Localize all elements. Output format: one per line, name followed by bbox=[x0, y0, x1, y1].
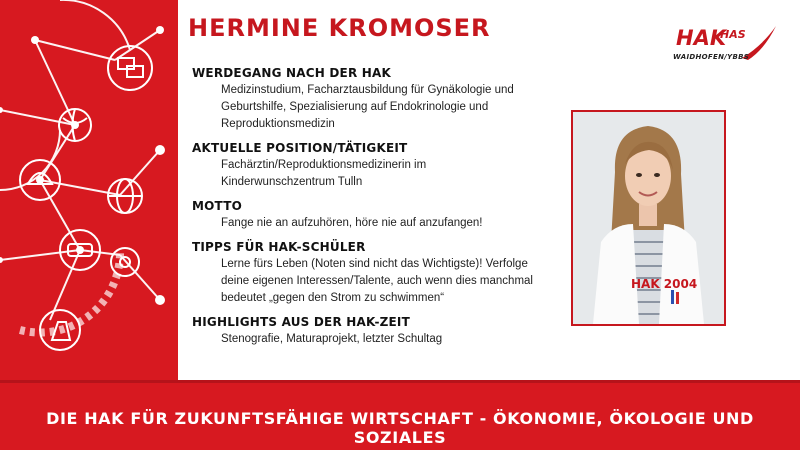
footer-banner bbox=[0, 380, 800, 450]
section-body bbox=[221, 331, 562, 348]
section-line: Reproduktionsmedizin bbox=[221, 118, 335, 130]
photo-caption: HAK 2004 bbox=[631, 277, 698, 291]
portrait-illustration bbox=[573, 112, 724, 324]
section-line: bedeutet „gegen den Strom zu schwimmen“ bbox=[221, 292, 445, 304]
section-line: Geburtshilfe, Spezialisierung auf Endokrinologie und bbox=[221, 101, 489, 113]
section-tips bbox=[192, 240, 562, 307]
section-heading: MOTTO bbox=[192, 199, 242, 213]
section-motto bbox=[192, 199, 562, 232]
section-line: Fachärztin/Reproduktionsmedizinerin im bbox=[221, 159, 427, 171]
page-title: HERMINE KROMOSER bbox=[188, 14, 491, 42]
section-body bbox=[221, 157, 562, 191]
logo-subtitle: WAIDHOFEN/YBBS bbox=[673, 53, 750, 61]
globe-icon bbox=[108, 179, 142, 213]
section-body bbox=[221, 82, 562, 133]
logo-superscript: HAS bbox=[720, 28, 746, 41]
section-line: Kinderwunschzentrum Tulln bbox=[221, 176, 363, 188]
footer-slogan: DIE HAK FÜR ZUKUNFTSFÄHIGE WIRTSCHAFT - ÖKONOMIE, ÖKOLOGIE UND SOZIALES bbox=[46, 409, 754, 447]
section-heading: HIGHLIGHTS AUS DER HAK-ZEIT bbox=[192, 315, 410, 329]
section-heading: AKTUELLE POSITION/TÄTIGKEIT bbox=[192, 141, 408, 155]
logo-main-text: HAK bbox=[676, 26, 727, 50]
section-heading: TIPPS FÜR HAK-SCHÜLER bbox=[192, 240, 366, 254]
section-position bbox=[192, 141, 562, 191]
section-highlights bbox=[192, 315, 562, 348]
profile-content bbox=[192, 66, 562, 356]
section-line: Lerne fürs Leben (Noten sind nicht das Wichtigste)! Verfolge bbox=[221, 258, 528, 270]
school-logo bbox=[672, 24, 784, 68]
section-line: Fange nie an aufzuhören, höre nie auf anzufangen! bbox=[221, 217, 483, 229]
section-line: Stenografie, Maturaprojekt, letzter Schultag bbox=[221, 333, 443, 345]
chat-icon bbox=[108, 46, 152, 90]
section-body bbox=[221, 215, 562, 232]
section-heading: WERDEGANG NACH DER HAK bbox=[192, 66, 392, 80]
decorative-red-panel bbox=[0, 0, 178, 380]
section-line: Medizinstudium, Facharztausbildung für Gynäkologie und bbox=[221, 84, 514, 96]
circuit-graphic bbox=[0, 0, 178, 380]
footer-divider bbox=[0, 380, 800, 383]
section-line: deine eigenen Interessen/Talente, auch wenn dies manchmal bbox=[221, 275, 533, 287]
section-body bbox=[221, 256, 562, 307]
portrait-photo bbox=[571, 110, 726, 326]
section-career bbox=[192, 66, 562, 133]
